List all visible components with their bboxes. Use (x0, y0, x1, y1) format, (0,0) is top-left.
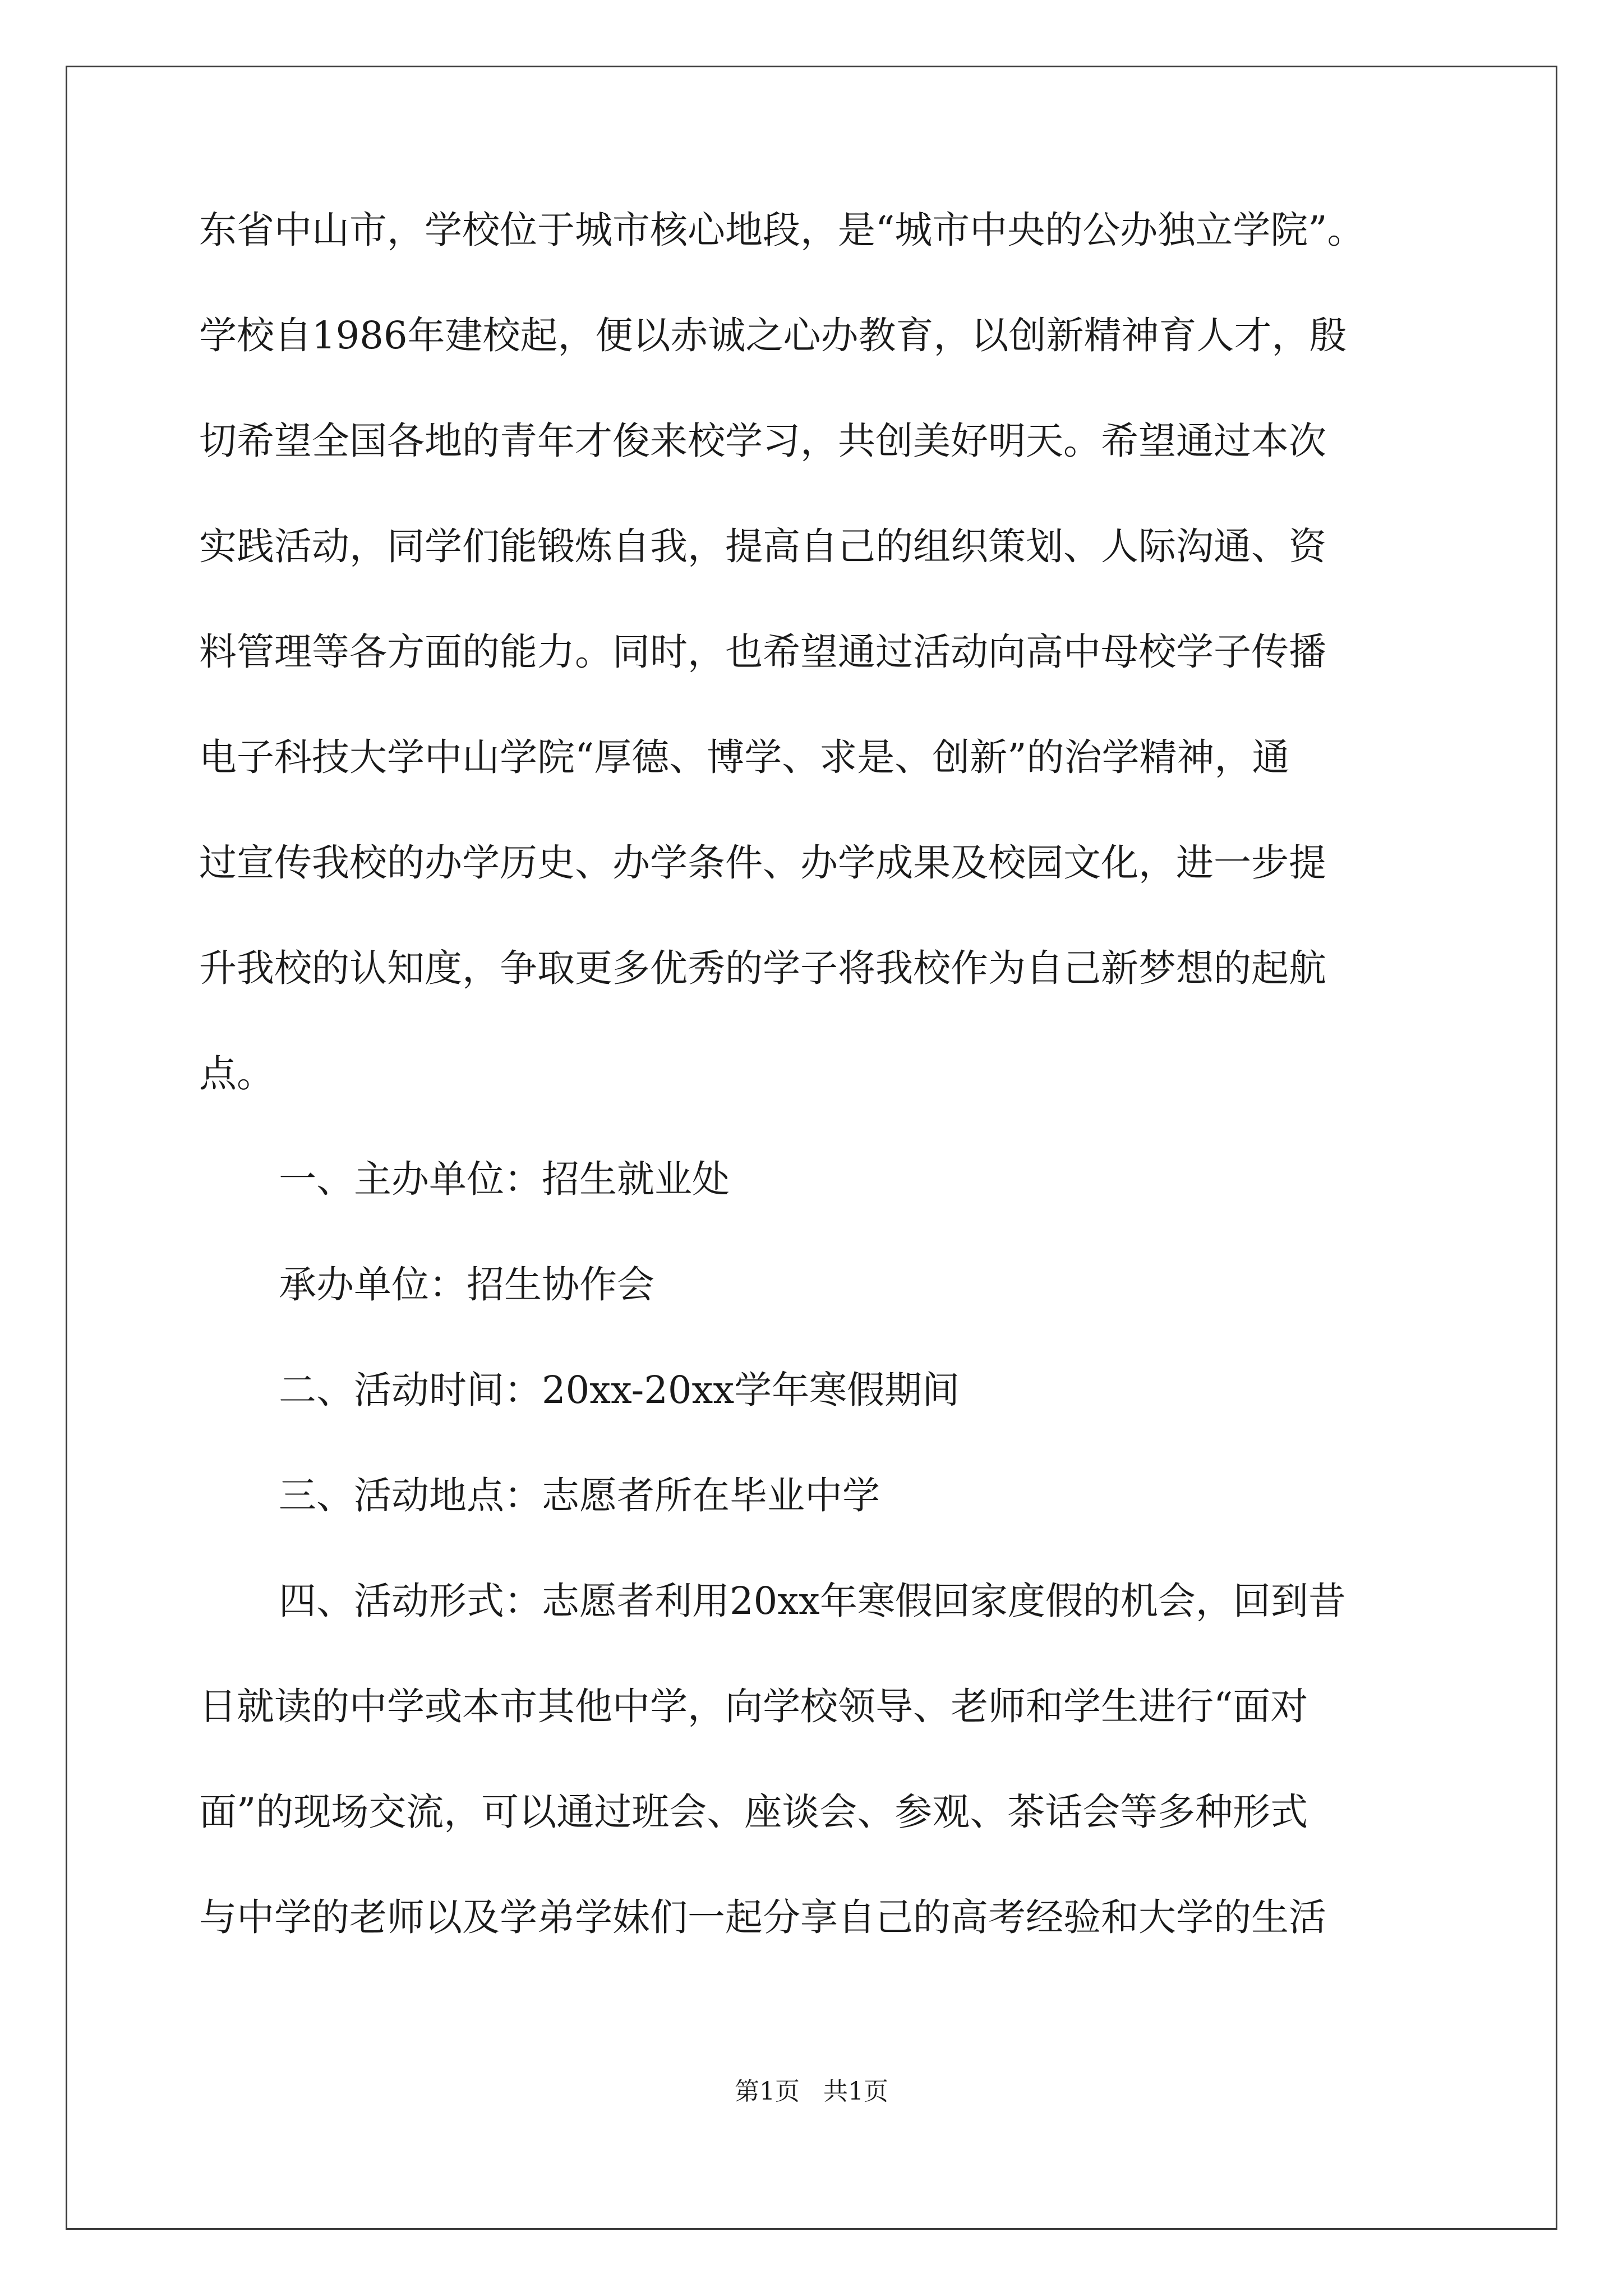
organizer-line: 一、主办单位：招生就业处 (279, 1157, 730, 1201)
co-organizer-line: 承办单位：招生协作会 (279, 1263, 654, 1306)
paragraph-line: 过宣传我校的办学历史、办学条件、办学成果及校园文化，进一步提 (199, 841, 1326, 885)
paragraph-line: 学校自1986年建校起，便以赤诚之心办教育，以创新精神育人才，殷 (199, 314, 1347, 357)
paragraph-line: 面”的现场交流，可以通过班会、座谈会、参观、茶话会等多种形式 (199, 1790, 1308, 1834)
paragraph-line: 东省中山市，学校位于城市核心地段，是“城市中央的公办独立学院”。 (199, 208, 1365, 252)
activity-location-line: 三、活动地点：志愿者所在毕业中学 (279, 1474, 880, 1517)
paragraph-line: 与中学的老师以及学弟学妹们一起分享自己的高考经验和大学的生活 (199, 1895, 1326, 1939)
paragraph-line: 升我校的认知度，争取更多优秀的学子将我校作为自己新梦想的起航 (199, 946, 1326, 990)
paragraph-line: 料管理等各方面的能力。同时，也希望通过活动向高中母校学子传播 (199, 630, 1326, 674)
paragraph-line: 点。 (199, 1052, 274, 1096)
document-body (199, 202, 1427, 1995)
page-number-footer: 第1页 共1页 (735, 2077, 888, 2106)
paragraph-line: 实践活动，同学们能锻炼自我，提高自己的组织策划、人际沟通、资 (199, 524, 1326, 568)
paragraph-line: 切希望全国各地的青年才俊来校学习，共创美好明天。希望通过本次 (199, 419, 1326, 463)
paragraph-line: 日就读的中学或本市其他中学，向学校领导、老师和学生进行“面对 (199, 1685, 1308, 1728)
activity-form-line: 四、活动形式：志愿者利用20xx年寒假回家度假的机会，回到昔 (279, 1579, 1346, 1623)
paragraph-line: 电子科技大学中山学院“厚德、博学、求是、创新”的治学精神，通 (199, 735, 1290, 779)
activity-time-line: 二、活动时间：20xx-20xx学年寒假期间 (279, 1368, 960, 1412)
